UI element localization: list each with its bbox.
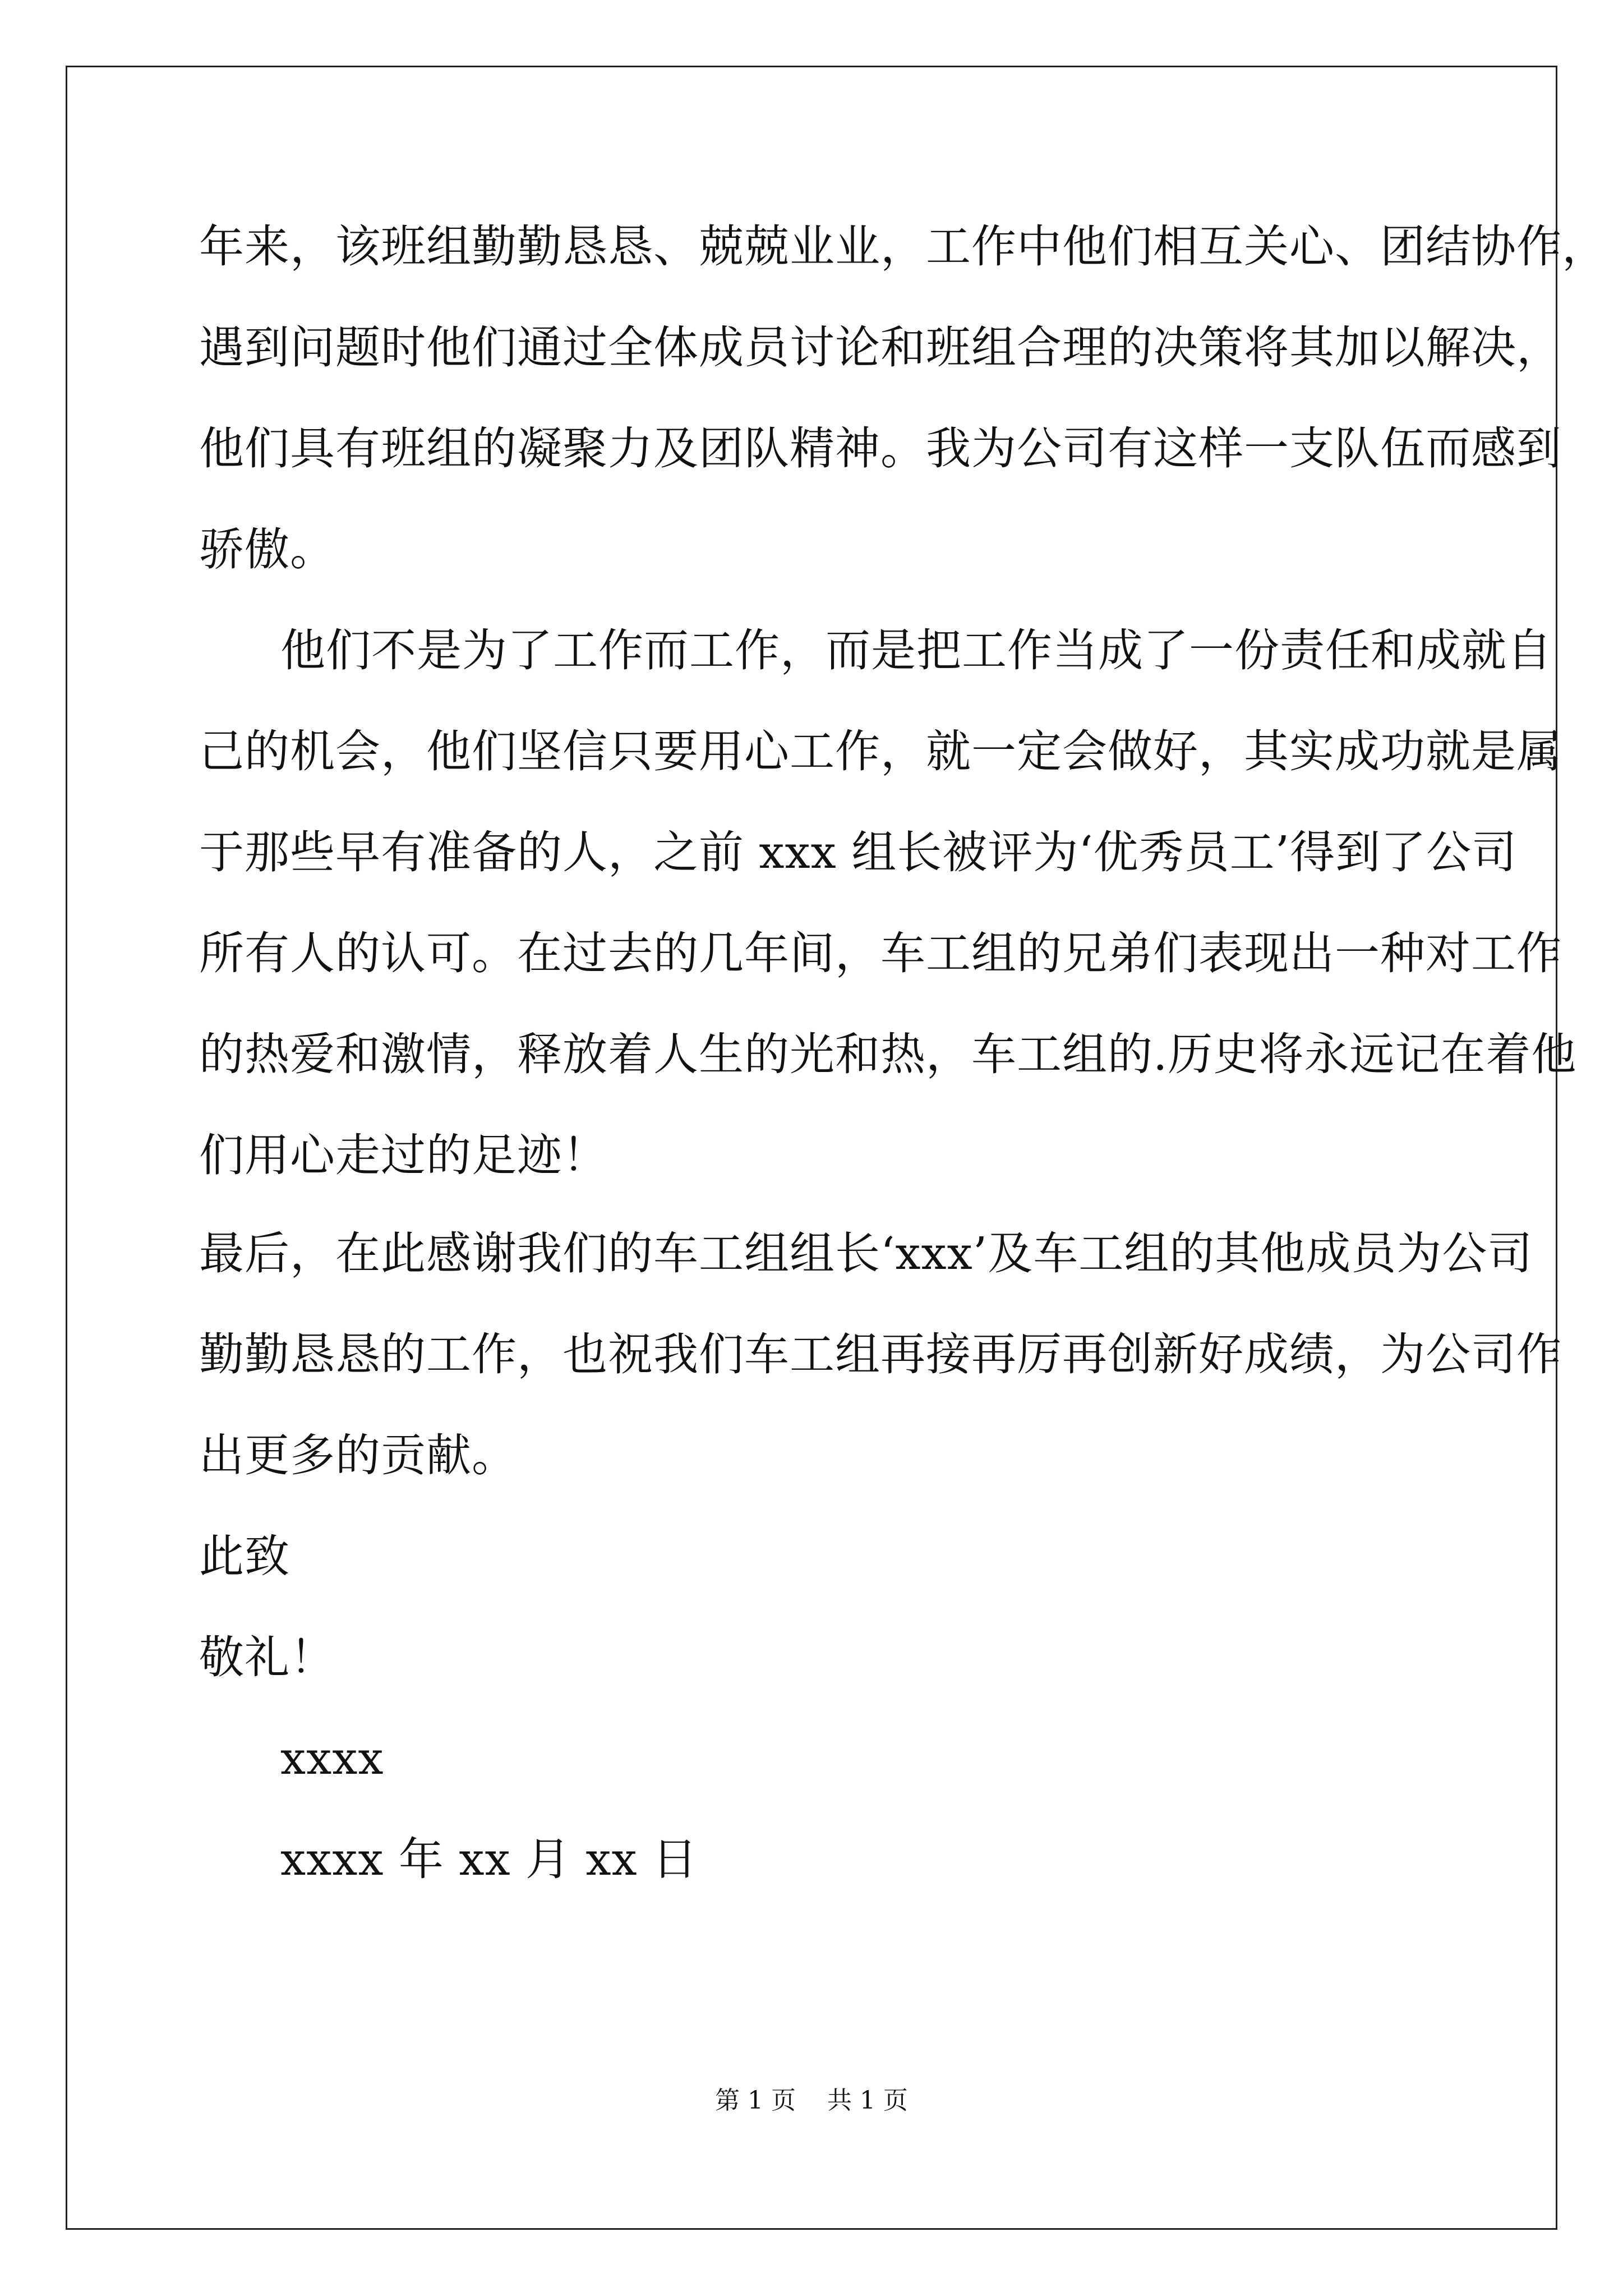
body-line: 骄傲。	[199, 523, 335, 576]
body-line: 勤勤恳恳的工作，也祝我们车工组再接再厉再创新好成绩，为公司作	[199, 1328, 1562, 1381]
body-line: 于那些早有准备的人，之前 xxx 组长被评为‘优秀员工’得到了公司	[199, 826, 1518, 878]
closing-salutation: 此致	[199, 1530, 290, 1582]
body-line: 最后，在此感谢我们的车工组组长‘xxx’及车工组的其他成员为公司	[199, 1227, 1533, 1280]
signature-date: xxxx 年 xx 月 xx 日	[280, 1833, 698, 1885]
body-line: 所有人的认可。在过去的几年间，车工组的兄弟们表现出一种对工作	[199, 927, 1562, 979]
body-line: 出更多的贡献。	[199, 1429, 517, 1481]
body-line: 的热爱和激情，释放着人生的光和热，车工组的.历史将永远记在着他	[199, 1028, 1577, 1080]
closing-regards: 敬礼！	[199, 1631, 335, 1683]
signature-name: xxxx	[280, 1732, 384, 1784]
body-line: 他们不是为了工作而工作，而是把工作当成了一份责任和成就自	[280, 624, 1552, 677]
body-line: 他们具有班组的凝聚力及团队精神。我为公司有这样一支队伍而感到	[199, 422, 1562, 475]
body-line: 们用心走过的足迹！	[199, 1129, 608, 1181]
body-line: 己的机会，他们坚信只要用心工作，就一定会做好，其实成功就是属	[199, 725, 1562, 777]
body-line: 遇到问题时他们通过全体成员讨论和班组合理的决策将其加以解决，	[199, 321, 1562, 374]
page-number-footer: 第 1 页 共 1 页	[715, 2086, 908, 2115]
body-line: 年来，该班组勤勤恳恳、兢兢业业，工作中他们相互关心、团结协作，	[199, 220, 1607, 273]
